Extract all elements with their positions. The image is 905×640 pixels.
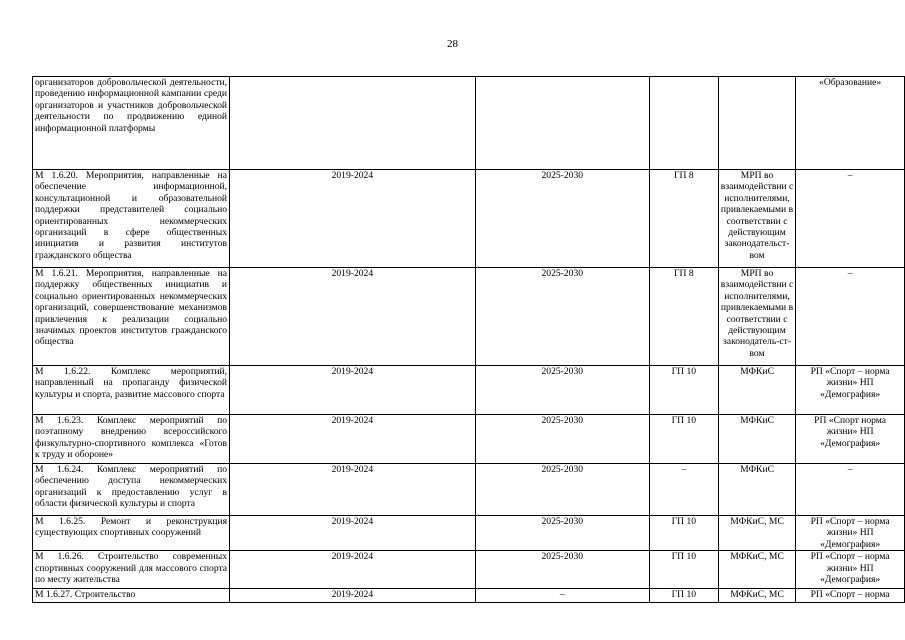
executor-cell [718,77,795,170]
project-cell: РП «Спорт – норма жизни» НП «Демография» [796,551,905,589]
program-cell: – [649,464,718,516]
table-row [33,415,905,464]
period-2019-cell: 2019-2024 [230,464,476,516]
executor-cell: МФКиС, МС [718,551,795,589]
project-cell: – [796,464,905,516]
period-2019-cell: 2019-2024 [230,268,476,366]
program-cell [649,77,718,170]
period-2025-cell: 2025-2030 [475,415,649,464]
project-cell: РП «Спорт норма жизни» НП «Демография» [796,415,905,464]
period-2025-cell: 2025-2030 [475,268,649,366]
measure-cell: М 1.6.25. Ремонт и реконструкция существующих спортивных сооружений [33,516,230,551]
measure-cell: М 1.6.22. Комплекс мероприятий, направленный на пропаганду физической культуры и спорта, развитие массового спорта [33,366,230,415]
project-cell: РП «Спорт – норма [796,589,905,603]
program-cell: ГП 10 [649,551,718,589]
period-2019-cell: 2019-2024 [230,415,476,464]
period-2025-cell: 2025-2030 [475,516,649,551]
program-cell: ГП 8 [649,170,718,268]
executor-cell: МРП во взаимодействии с исполнителями, привлекаемыми в соответствии с действующим законодатель-ст-вом [718,268,795,366]
project-cell: «Образование» [796,77,905,170]
period-2025-cell: 2025-2030 [475,464,649,516]
program-cell: ГП 10 [649,516,718,551]
measure-cell: М 1.6.23. Комплекс мероприятий по поэтапному внедрению всероссийского физкультурно-спортивного комплекса «Готов к труду и обороне» [33,415,230,464]
table-row [33,170,905,268]
page-number: 28 [447,38,458,50]
measure-cell: М 1.6.20. Мероприятия, направленные на обеспечение информационной, консультационной и образовательной поддержки представителей социально ориентированных некоммерческих организаций в сфере общественных инициатив и развития институтов гражданского общества [33,170,230,268]
program-cell: ГП 10 [649,589,718,603]
table-row [33,551,905,589]
measure-cell: М 1.6.26. Строительство современных спортивных сооружений для массового спорта по месту жительства [33,551,230,589]
table-row [33,589,905,603]
period-2019-cell [230,77,476,170]
program-cell: ГП 10 [649,415,718,464]
project-cell: РП «Спорт – норма жизни» НП «Демография» [796,366,905,415]
period-2019-cell: 2019-2024 [230,170,476,268]
period-2019-cell: 2019-2024 [230,366,476,415]
measure-cell: М 1.6.24. Комплекс мероприятий по обеспечению доступа некоммерческих организаций к предоставлению услуг в области физической культуры и спорта [33,464,230,516]
executor-cell: МФКиС [718,464,795,516]
project-cell: – [796,170,905,268]
program-cell: ГП 10 [649,366,718,415]
program-cell: ГП 8 [649,268,718,366]
table-row [33,464,905,516]
executor-cell: МФКиС, МС [718,589,795,603]
executor-cell: МФКиС [718,415,795,464]
period-2019-cell: 2019-2024 [230,516,476,551]
period-2019-cell: 2019-2024 [230,551,476,589]
period-2025-cell: 2025-2030 [475,366,649,415]
table-row [33,77,905,170]
project-cell: РП «Спорт – норма жизни» НП «Демография» [796,516,905,551]
project-cell: – [796,268,905,366]
period-2025-cell: 2025-2030 [475,170,649,268]
period-2025-cell: – [475,589,649,603]
executor-cell: МФКиС, МС [718,516,795,551]
measure-cell: организаторов добровольческой деятельности, проведению информационной кампании среди организаторов и участников добровольческой деятельности по продвижению единой информационной платформы [33,77,230,170]
period-2019-cell: 2019-2024 [230,589,476,603]
measure-cell: М 1.6.21. Мероприятия, направленные на поддержку общественных инициатив и социально ориентированных некоммерческих организаций, совершенствование механизмов привлечения к реализации социально значимых проектов институтов гражданского общества [33,268,230,366]
measures-table [32,76,905,603]
table-row [33,516,905,551]
table-row [33,268,905,366]
executor-cell: МФКиС [718,366,795,415]
measure-cell: М 1.6.27. Строительство [33,589,230,603]
executor-cell: МРП во взаимодействии с исполнителями, привлекаемыми в соответствии с действующим законодательст-вом [718,170,795,268]
table-row [33,366,905,415]
period-2025-cell: 2025-2030 [475,551,649,589]
period-2025-cell [475,77,649,170]
